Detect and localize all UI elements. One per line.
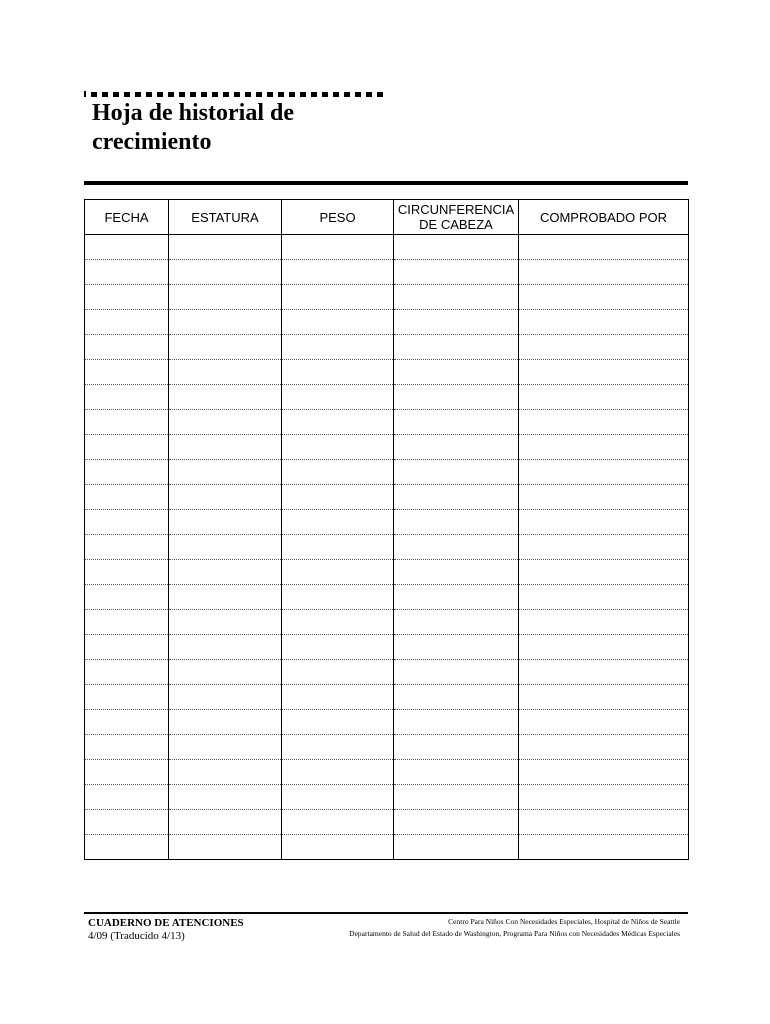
table-row [85, 335, 689, 360]
cell-head-circumference[interactable] [394, 785, 519, 810]
cell-head-circumference[interactable] [394, 260, 519, 285]
cell-checked-by[interactable] [519, 385, 689, 410]
cell-checked-by[interactable] [519, 610, 689, 635]
cell-checked-by[interactable] [519, 310, 689, 335]
cell-height[interactable] [169, 235, 282, 260]
cell-weight[interactable] [282, 385, 394, 410]
cell-height[interactable] [169, 710, 282, 735]
table-row [85, 610, 689, 635]
table-body [85, 235, 689, 860]
table-row [85, 410, 689, 435]
cell-date[interactable] [85, 535, 169, 560]
cell-height[interactable] [169, 635, 282, 660]
cell-height[interactable] [169, 660, 282, 685]
table-header-row [85, 200, 689, 235]
cell-head-circumference[interactable] [394, 410, 519, 435]
cell-date[interactable] [85, 510, 169, 535]
cell-weight[interactable] [282, 235, 394, 260]
cell-head-circumference[interactable] [394, 510, 519, 535]
cell-head-circumference[interactable] [394, 485, 519, 510]
cell-weight[interactable] [282, 260, 394, 285]
cell-head-circumference[interactable] [394, 685, 519, 710]
table-row [85, 710, 689, 735]
cell-weight[interactable] [282, 785, 394, 810]
cell-date[interactable] [85, 335, 169, 360]
cell-height[interactable] [169, 435, 282, 460]
table-row [85, 510, 689, 535]
cell-weight[interactable] [282, 610, 394, 635]
cell-height[interactable] [169, 335, 282, 360]
cell-weight[interactable] [282, 510, 394, 535]
cell-date[interactable] [85, 810, 169, 835]
cell-date[interactable] [85, 835, 169, 860]
table-row [85, 460, 689, 485]
table-row [85, 235, 689, 260]
cell-date[interactable] [85, 285, 169, 310]
cell-weight[interactable] [282, 660, 394, 685]
cell-head-circumference[interactable] [394, 585, 519, 610]
table-row [85, 285, 689, 310]
column-header-height: ESTATURA [169, 200, 282, 235]
cell-checked-by[interactable] [519, 260, 689, 285]
table-row [85, 360, 689, 385]
cell-height[interactable] [169, 510, 282, 535]
cell-date[interactable] [85, 310, 169, 335]
footer-left [88, 917, 244, 943]
cell-head-circumference[interactable] [394, 735, 519, 760]
cell-date[interactable] [85, 560, 169, 585]
cell-checked-by[interactable] [519, 760, 689, 785]
cell-checked-by[interactable] [519, 485, 689, 510]
cell-checked-by[interactable] [519, 785, 689, 810]
cell-checked-by[interactable] [519, 685, 689, 710]
cell-checked-by[interactable] [519, 535, 689, 560]
cell-weight[interactable] [282, 560, 394, 585]
table-row [85, 560, 689, 585]
column-header-date: FECHA [85, 200, 169, 235]
cell-date[interactable] [85, 385, 169, 410]
table-row [85, 435, 689, 460]
cell-head-circumference[interactable] [394, 535, 519, 560]
cell-head-circumference[interactable] [394, 435, 519, 460]
cell-checked-by[interactable] [519, 360, 689, 385]
cell-height[interactable] [169, 460, 282, 485]
cell-checked-by[interactable] [519, 460, 689, 485]
cell-height[interactable] [169, 360, 282, 385]
cell-head-circumference[interactable] [394, 335, 519, 360]
cell-checked-by[interactable] [519, 835, 689, 860]
cell-date[interactable] [85, 760, 169, 785]
table-row [85, 760, 689, 785]
table-row [85, 585, 689, 610]
cell-height[interactable] [169, 260, 282, 285]
cell-date[interactable] [85, 610, 169, 635]
cell-date[interactable] [85, 635, 169, 660]
cell-height[interactable] [169, 285, 282, 310]
table-row [85, 785, 689, 810]
cell-height[interactable] [169, 610, 282, 635]
cell-weight[interactable] [282, 585, 394, 610]
cell-weight[interactable] [282, 685, 394, 710]
table-row [85, 310, 689, 335]
cell-weight[interactable] [282, 535, 394, 560]
cell-date[interactable] [85, 485, 169, 510]
column-header-checked-by: COMPROBADO POR [519, 200, 689, 235]
cell-checked-by[interactable] [519, 285, 689, 310]
cell-height[interactable] [169, 835, 282, 860]
cell-head-circumference[interactable] [394, 385, 519, 410]
decorative-dash-bar [84, 91, 386, 97]
footer-version: 4/09 (Traducido 4/13) [88, 930, 185, 942]
page-title: Hoja de historial de crecimiento [92, 100, 294, 155]
cell-height[interactable] [169, 410, 282, 435]
title-divider [84, 181, 688, 185]
cell-checked-by[interactable] [519, 735, 689, 760]
table-row [85, 660, 689, 685]
footer-right [260, 916, 680, 940]
cell-height[interactable] [169, 810, 282, 835]
cell-date[interactable] [85, 685, 169, 710]
cell-height[interactable] [169, 560, 282, 585]
cell-head-circumference[interactable] [394, 610, 519, 635]
cell-weight[interactable] [282, 485, 394, 510]
cell-date[interactable] [85, 710, 169, 735]
column-header-head-circumference: CIRCUNFERENCIA DE CABEZA [394, 200, 519, 235]
cell-height[interactable] [169, 735, 282, 760]
cell-checked-by[interactable] [519, 810, 689, 835]
cell-checked-by[interactable] [519, 660, 689, 685]
cell-height[interactable] [169, 310, 282, 335]
cell-date[interactable] [85, 260, 169, 285]
table-row [85, 635, 689, 660]
cell-checked-by[interactable] [519, 435, 689, 460]
cell-head-circumference[interactable] [394, 660, 519, 685]
footer-notebook-title: CUADERNO DE ATENCIONES [88, 917, 244, 929]
cell-checked-by[interactable] [519, 510, 689, 535]
cell-head-circumference[interactable] [394, 810, 519, 835]
table-row [85, 810, 689, 835]
cell-date[interactable] [85, 585, 169, 610]
cell-height[interactable] [169, 685, 282, 710]
table-row [85, 260, 689, 285]
cell-head-circumference[interactable] [394, 285, 519, 310]
cell-height[interactable] [169, 585, 282, 610]
table-row [85, 685, 689, 710]
cell-height[interactable] [169, 785, 282, 810]
footer-divider [84, 912, 688, 914]
cell-weight[interactable] [282, 760, 394, 785]
cell-date[interactable] [85, 435, 169, 460]
cell-checked-by[interactable] [519, 710, 689, 735]
cell-weight[interactable] [282, 310, 394, 335]
column-header-weight: PESO [282, 200, 394, 235]
cell-height[interactable] [169, 385, 282, 410]
cell-checked-by[interactable] [519, 635, 689, 660]
cell-weight[interactable] [282, 810, 394, 835]
cell-checked-by[interactable] [519, 235, 689, 260]
cell-height[interactable] [169, 760, 282, 785]
cell-checked-by[interactable] [519, 560, 689, 585]
cell-date[interactable] [85, 235, 169, 260]
footer-center-name: Centro Para Niños Con Necesidades Especiales, Hospital de Niños de Seattle [448, 917, 680, 926]
cell-weight[interactable] [282, 710, 394, 735]
cell-height[interactable] [169, 485, 282, 510]
cell-weight[interactable] [282, 360, 394, 385]
cell-date[interactable] [85, 460, 169, 485]
cell-weight[interactable] [282, 835, 394, 860]
cell-weight[interactable] [282, 335, 394, 360]
cell-head-circumference[interactable] [394, 360, 519, 385]
cell-weight[interactable] [282, 460, 394, 485]
cell-date[interactable] [85, 785, 169, 810]
cell-date[interactable] [85, 735, 169, 760]
table-row [85, 835, 689, 860]
cell-height[interactable] [169, 535, 282, 560]
cell-head-circumference[interactable] [394, 310, 519, 335]
table-row [85, 535, 689, 560]
cell-checked-by[interactable] [519, 585, 689, 610]
growth-history-table [84, 199, 689, 860]
table-row [85, 735, 689, 760]
cell-head-circumference[interactable] [394, 560, 519, 585]
cell-date[interactable] [85, 360, 169, 385]
cell-head-circumference[interactable] [394, 710, 519, 735]
cell-head-circumference[interactable] [394, 635, 519, 660]
footer-department-name: Departamento de Salud del Estado de Washington, Programa Para Niños con Necesidades Médicas Especiales [349, 929, 680, 938]
cell-head-circumference[interactable] [394, 460, 519, 485]
cell-weight[interactable] [282, 285, 394, 310]
cell-date[interactable] [85, 410, 169, 435]
table-row [85, 485, 689, 510]
cell-checked-by[interactable] [519, 410, 689, 435]
cell-head-circumference[interactable] [394, 235, 519, 260]
cell-weight[interactable] [282, 410, 394, 435]
cell-checked-by[interactable] [519, 335, 689, 360]
cell-weight[interactable] [282, 735, 394, 760]
cell-weight[interactable] [282, 435, 394, 460]
table-row [85, 385, 689, 410]
cell-head-circumference[interactable] [394, 835, 519, 860]
cell-head-circumference[interactable] [394, 760, 519, 785]
cell-date[interactable] [85, 660, 169, 685]
cell-weight[interactable] [282, 635, 394, 660]
